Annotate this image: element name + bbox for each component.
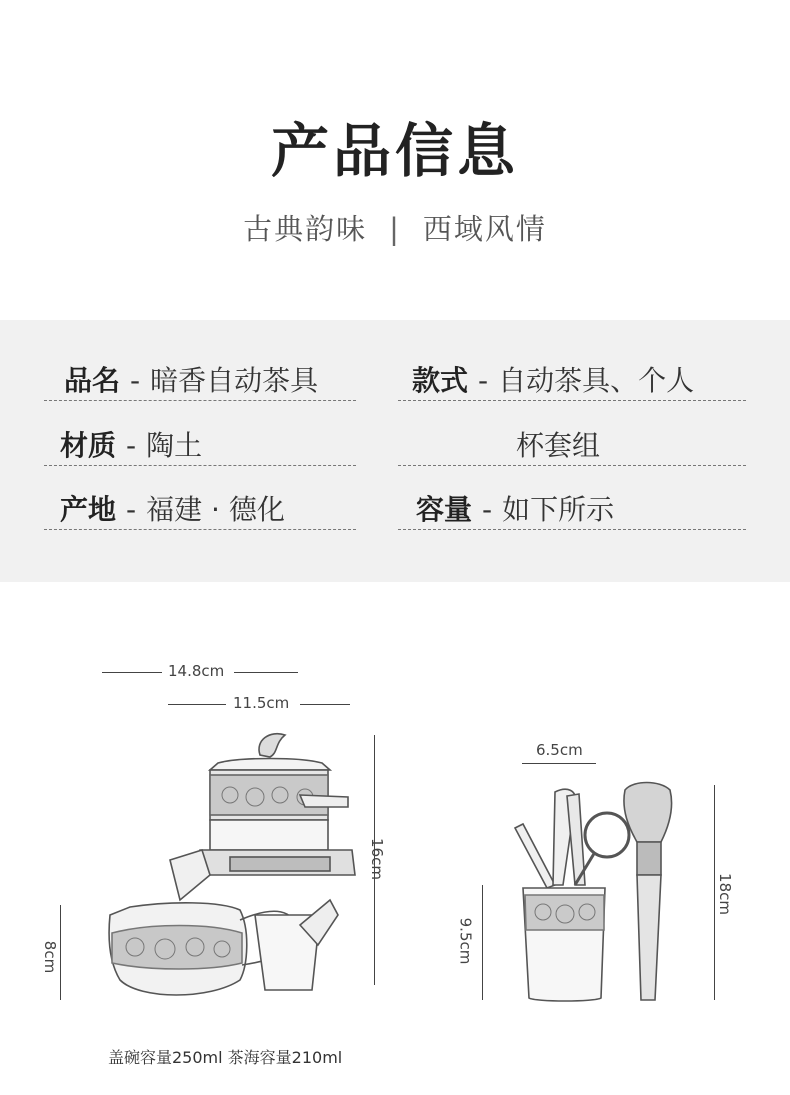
spec-label-material: 材质 xyxy=(60,429,117,462)
dim-pitcher-height: 8cm xyxy=(41,940,60,974)
subtitle-right: 西域风情 xyxy=(422,212,547,246)
subtitle-left: 古典韵味 xyxy=(243,212,368,246)
subtitle-separator: | xyxy=(389,212,401,246)
dim-holder-width: 6.5cm xyxy=(536,741,583,759)
page-title: 产品信息 xyxy=(270,117,519,185)
tea-tool-set-illustration xyxy=(505,780,695,1010)
spec-value-style: 自动茶具、个人 xyxy=(498,364,695,397)
teapot-set-illustration xyxy=(90,725,420,1045)
spec-row-material: 材质 - 陶土 xyxy=(44,426,356,466)
dim-teapot-height: 16cm xyxy=(367,838,386,880)
spec-value-capacity: 如下所示 xyxy=(502,493,615,526)
dim-teapot-width-inner: 11.5cm xyxy=(233,694,290,712)
spec-panel xyxy=(0,320,790,582)
spec-value-style-line2: 杯套组 xyxy=(516,429,601,462)
capacity-note: 盖碗容量250ml 茶海容量210ml xyxy=(108,1048,343,1067)
dim-line-inner-right xyxy=(300,704,350,705)
dim-line-tools-height xyxy=(714,785,715,1000)
spec-label-style: 款式 xyxy=(412,364,469,397)
spec-label-name: 品名 xyxy=(64,364,121,397)
dim-line-holder-height xyxy=(482,885,483,1000)
spec-row-origin: 产地 - 福建 · 德化 xyxy=(44,490,356,530)
dim-line-outer-right xyxy=(234,672,298,673)
dim-holder-height: 9.5cm xyxy=(456,917,475,965)
spec-row-capacity: 容量 - 如下所示 xyxy=(398,490,746,530)
dim-teapot-width-outer: 14.8cm xyxy=(168,662,225,680)
dim-line-outer-left xyxy=(102,672,162,673)
spec-value-material: 陶土 xyxy=(146,429,203,462)
page-subtitle xyxy=(0,207,790,248)
dim-line-holder-width xyxy=(522,763,596,764)
dim-line-inner-left xyxy=(168,704,226,705)
spec-row-name: 品名 - 暗香自动茶具 xyxy=(44,361,356,401)
spec-row-style-cont xyxy=(398,426,746,466)
spec-label-origin: 产地 xyxy=(60,493,117,526)
dim-tools-height: 18cm xyxy=(715,873,734,915)
dim-line-pitcher-height xyxy=(60,905,61,1000)
spec-value-name: 暗香自动茶具 xyxy=(150,364,319,397)
spec-label-capacity: 容量 xyxy=(416,493,473,526)
spec-row-style: 款式 - 自动茶具、个人 xyxy=(398,361,746,401)
spec-value-origin: 福建 · 德化 xyxy=(146,493,285,526)
